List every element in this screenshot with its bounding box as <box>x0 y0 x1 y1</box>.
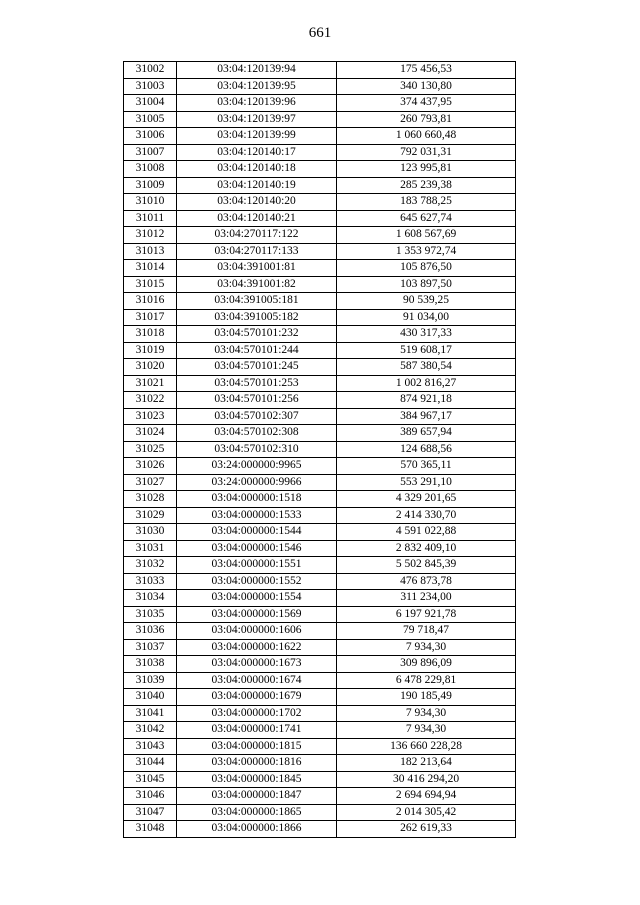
row-number-cell: 31003 <box>124 78 177 95</box>
cadastral-number-cell: 03:04:391001:82 <box>177 276 337 293</box>
value-cell: 124 688,56 <box>337 441 516 458</box>
row-number-cell: 31031 <box>124 540 177 557</box>
cadastral-number-cell: 03:04:570102:307 <box>177 408 337 425</box>
row-number-cell: 31004 <box>124 95 177 112</box>
cadastral-number-cell: 03:04:000000:1845 <box>177 771 337 788</box>
value-cell: 103 897,50 <box>337 276 516 293</box>
cadastral-number-cell: 03:04:000000:1551 <box>177 557 337 574</box>
table-row <box>124 425 516 442</box>
table-row <box>124 672 516 689</box>
table-row <box>124 227 516 244</box>
value-cell: 4 329 201,65 <box>337 491 516 508</box>
value-cell: 90 539,25 <box>337 293 516 310</box>
value-cell: 587 380,54 <box>337 359 516 376</box>
table-row <box>124 656 516 673</box>
table-row <box>124 392 516 409</box>
value-cell: 553 291,10 <box>337 474 516 491</box>
table-row <box>124 309 516 326</box>
row-number-cell: 31042 <box>124 722 177 739</box>
value-cell: 79 718,47 <box>337 623 516 640</box>
table-row <box>124 161 516 178</box>
cadastral-number-cell: 03:04:000000:1674 <box>177 672 337 689</box>
row-number-cell: 31015 <box>124 276 177 293</box>
value-cell: 792 031,31 <box>337 144 516 161</box>
row-number-cell: 31020 <box>124 359 177 376</box>
row-number-cell: 31012 <box>124 227 177 244</box>
cadastral-number-cell: 03:04:570101:232 <box>177 326 337 343</box>
value-cell: 519 608,17 <box>337 342 516 359</box>
cadastral-number-cell: 03:04:570101:245 <box>177 359 337 376</box>
row-number-cell: 31009 <box>124 177 177 194</box>
cadastral-number-cell: 03:04:120140:17 <box>177 144 337 161</box>
table-row <box>124 408 516 425</box>
cadastral-number-cell: 03:04:000000:1606 <box>177 623 337 640</box>
value-cell: 7 934,30 <box>337 705 516 722</box>
cadastral-number-cell: 03:04:000000:1702 <box>177 705 337 722</box>
table-row <box>124 557 516 574</box>
table-row <box>124 540 516 557</box>
cadastral-number-cell: 03:04:120139:97 <box>177 111 337 128</box>
cadastral-number-cell: 03:04:000000:1622 <box>177 639 337 656</box>
row-number-cell: 31011 <box>124 210 177 227</box>
value-cell: 1 353 972,74 <box>337 243 516 260</box>
cadastral-number-cell: 03:04:270117:122 <box>177 227 337 244</box>
row-number-cell: 31041 <box>124 705 177 722</box>
cadastral-number-cell: 03:04:120139:94 <box>177 62 337 79</box>
table-row <box>124 326 516 343</box>
value-cell: 1 608 567,69 <box>337 227 516 244</box>
row-number-cell: 31037 <box>124 639 177 656</box>
value-cell: 311 234,00 <box>337 590 516 607</box>
value-cell: 262 619,33 <box>337 821 516 838</box>
cadastral-number-cell: 03:04:000000:1847 <box>177 788 337 805</box>
value-cell: 7 934,30 <box>337 722 516 739</box>
row-number-cell: 31016 <box>124 293 177 310</box>
value-cell: 2 414 330,70 <box>337 507 516 524</box>
table-row <box>124 623 516 640</box>
value-cell: 645 627,74 <box>337 210 516 227</box>
cadastral-number-cell: 03:04:000000:1546 <box>177 540 337 557</box>
cadastral-number-cell: 03:04:570101:244 <box>177 342 337 359</box>
cadastral-number-cell: 03:04:000000:1815 <box>177 738 337 755</box>
table-row <box>124 144 516 161</box>
row-number-cell: 31046 <box>124 788 177 805</box>
cadastral-number-cell: 03:04:391001:81 <box>177 260 337 277</box>
value-cell: 340 130,80 <box>337 78 516 95</box>
cadastral-number-cell: 03:04:391005:181 <box>177 293 337 310</box>
row-number-cell: 31007 <box>124 144 177 161</box>
value-cell: 874 921,18 <box>337 392 516 409</box>
table-row <box>124 375 516 392</box>
row-number-cell: 31006 <box>124 128 177 145</box>
table-row <box>124 474 516 491</box>
cadastral-number-cell: 03:04:000000:1552 <box>177 573 337 590</box>
value-cell: 6 197 921,78 <box>337 606 516 623</box>
row-number-cell: 31002 <box>124 62 177 79</box>
table-row <box>124 458 516 475</box>
value-cell: 260 793,81 <box>337 111 516 128</box>
cadastral-number-cell: 03:04:570102:308 <box>177 425 337 442</box>
row-number-cell: 31040 <box>124 689 177 706</box>
value-cell: 183 788,25 <box>337 194 516 211</box>
table-row <box>124 293 516 310</box>
table-row <box>124 804 516 821</box>
cadastral-number-cell: 03:04:570102:310 <box>177 441 337 458</box>
row-number-cell: 31034 <box>124 590 177 607</box>
cadastral-number-cell: 03:04:120139:96 <box>177 95 337 112</box>
cadastral-number-cell: 03:04:000000:1569 <box>177 606 337 623</box>
row-number-cell: 31045 <box>124 771 177 788</box>
table-row <box>124 788 516 805</box>
value-cell: 285 239,38 <box>337 177 516 194</box>
table-row <box>124 590 516 607</box>
cadastral-number-cell: 03:04:000000:1741 <box>177 722 337 739</box>
value-cell: 476 873,78 <box>337 573 516 590</box>
value-cell: 570 365,11 <box>337 458 516 475</box>
table-row <box>124 243 516 260</box>
value-cell: 30 416 294,20 <box>337 771 516 788</box>
cadastral-number-cell: 03:24:000000:9966 <box>177 474 337 491</box>
row-number-cell: 31032 <box>124 557 177 574</box>
table-row <box>124 276 516 293</box>
value-cell: 309 896,09 <box>337 656 516 673</box>
registry-table <box>123 61 516 838</box>
row-number-cell: 31033 <box>124 573 177 590</box>
cadastral-number-cell: 03:04:120140:19 <box>177 177 337 194</box>
cadastral-number-cell: 03:04:000000:1679 <box>177 689 337 706</box>
table-row <box>124 62 516 79</box>
cadastral-number-cell: 03:04:570101:253 <box>177 375 337 392</box>
row-number-cell: 31030 <box>124 524 177 541</box>
table-row <box>124 606 516 623</box>
table-row <box>124 722 516 739</box>
table-row <box>124 210 516 227</box>
page-number: 661 <box>308 25 332 41</box>
value-cell: 190 185,49 <box>337 689 516 706</box>
row-number-cell: 31028 <box>124 491 177 508</box>
value-cell: 5 502 845,39 <box>337 557 516 574</box>
value-cell: 2 832 409,10 <box>337 540 516 557</box>
cadastral-number-cell: 03:04:000000:1673 <box>177 656 337 673</box>
table-row <box>124 359 516 376</box>
cadastral-number-cell: 03:24:000000:9965 <box>177 458 337 475</box>
row-number-cell: 31008 <box>124 161 177 178</box>
table-row <box>124 507 516 524</box>
table-row <box>124 342 516 359</box>
value-cell: 4 591 022,88 <box>337 524 516 541</box>
value-cell: 91 034,00 <box>337 309 516 326</box>
row-number-cell: 31043 <box>124 738 177 755</box>
cadastral-number-cell: 03:04:120140:20 <box>177 194 337 211</box>
table-row <box>124 755 516 772</box>
value-cell: 7 934,30 <box>337 639 516 656</box>
cadastral-number-cell: 03:04:000000:1816 <box>177 755 337 772</box>
table-row <box>124 573 516 590</box>
row-number-cell: 31048 <box>124 821 177 838</box>
row-number-cell: 31005 <box>124 111 177 128</box>
row-number-cell: 31047 <box>124 804 177 821</box>
value-cell: 1 060 660,48 <box>337 128 516 145</box>
row-number-cell: 31039 <box>124 672 177 689</box>
value-cell: 374 437,95 <box>337 95 516 112</box>
row-number-cell: 31019 <box>124 342 177 359</box>
cadastral-number-cell: 03:04:120140:21 <box>177 210 337 227</box>
value-cell: 1 002 816,27 <box>337 375 516 392</box>
table-row <box>124 738 516 755</box>
table-row <box>124 194 516 211</box>
registry-table-body <box>124 62 516 838</box>
row-number-cell: 31035 <box>124 606 177 623</box>
table-row <box>124 441 516 458</box>
table-row <box>124 705 516 722</box>
table-row <box>124 260 516 277</box>
cadastral-number-cell: 03:04:570101:256 <box>177 392 337 409</box>
row-number-cell: 31018 <box>124 326 177 343</box>
row-number-cell: 31024 <box>124 425 177 442</box>
cadastral-number-cell: 03:04:120139:95 <box>177 78 337 95</box>
cadastral-number-cell: 03:04:120140:18 <box>177 161 337 178</box>
row-number-cell: 31017 <box>124 309 177 326</box>
cadastral-number-cell: 03:04:391005:182 <box>177 309 337 326</box>
row-number-cell: 31038 <box>124 656 177 673</box>
value-cell: 182 213,64 <box>337 755 516 772</box>
cadastral-number-cell: 03:04:270117:133 <box>177 243 337 260</box>
value-cell: 105 876,50 <box>337 260 516 277</box>
value-cell: 175 456,53 <box>337 62 516 79</box>
value-cell: 2 014 305,42 <box>337 804 516 821</box>
value-cell: 2 694 694,94 <box>337 788 516 805</box>
table-row <box>124 771 516 788</box>
value-cell: 389 657,94 <box>337 425 516 442</box>
table-row <box>124 111 516 128</box>
row-number-cell: 31026 <box>124 458 177 475</box>
cadastral-number-cell: 03:04:000000:1533 <box>177 507 337 524</box>
table-row <box>124 491 516 508</box>
table-row <box>124 821 516 838</box>
row-number-cell: 31023 <box>124 408 177 425</box>
cadastral-number-cell: 03:04:120139:99 <box>177 128 337 145</box>
row-number-cell: 31022 <box>124 392 177 409</box>
table-row <box>124 689 516 706</box>
row-number-cell: 31010 <box>124 194 177 211</box>
cadastral-number-cell: 03:04:000000:1866 <box>177 821 337 838</box>
value-cell: 6 478 229,81 <box>337 672 516 689</box>
row-number-cell: 31036 <box>124 623 177 640</box>
cadastral-number-cell: 03:04:000000:1518 <box>177 491 337 508</box>
row-number-cell: 31014 <box>124 260 177 277</box>
value-cell: 123 995,81 <box>337 161 516 178</box>
row-number-cell: 31027 <box>124 474 177 491</box>
cadastral-number-cell: 03:04:000000:1865 <box>177 804 337 821</box>
table-row <box>124 177 516 194</box>
row-number-cell: 31025 <box>124 441 177 458</box>
table-row <box>124 639 516 656</box>
row-number-cell: 31013 <box>124 243 177 260</box>
value-cell: 384 967,17 <box>337 408 516 425</box>
row-number-cell: 31021 <box>124 375 177 392</box>
table-row <box>124 78 516 95</box>
cadastral-number-cell: 03:04:000000:1554 <box>177 590 337 607</box>
value-cell: 136 660 228,28 <box>337 738 516 755</box>
table-row <box>124 95 516 112</box>
row-number-cell: 31044 <box>124 755 177 772</box>
value-cell: 430 317,33 <box>337 326 516 343</box>
table-row <box>124 128 516 145</box>
table-row <box>124 524 516 541</box>
cadastral-number-cell: 03:04:000000:1544 <box>177 524 337 541</box>
row-number-cell: 31029 <box>124 507 177 524</box>
